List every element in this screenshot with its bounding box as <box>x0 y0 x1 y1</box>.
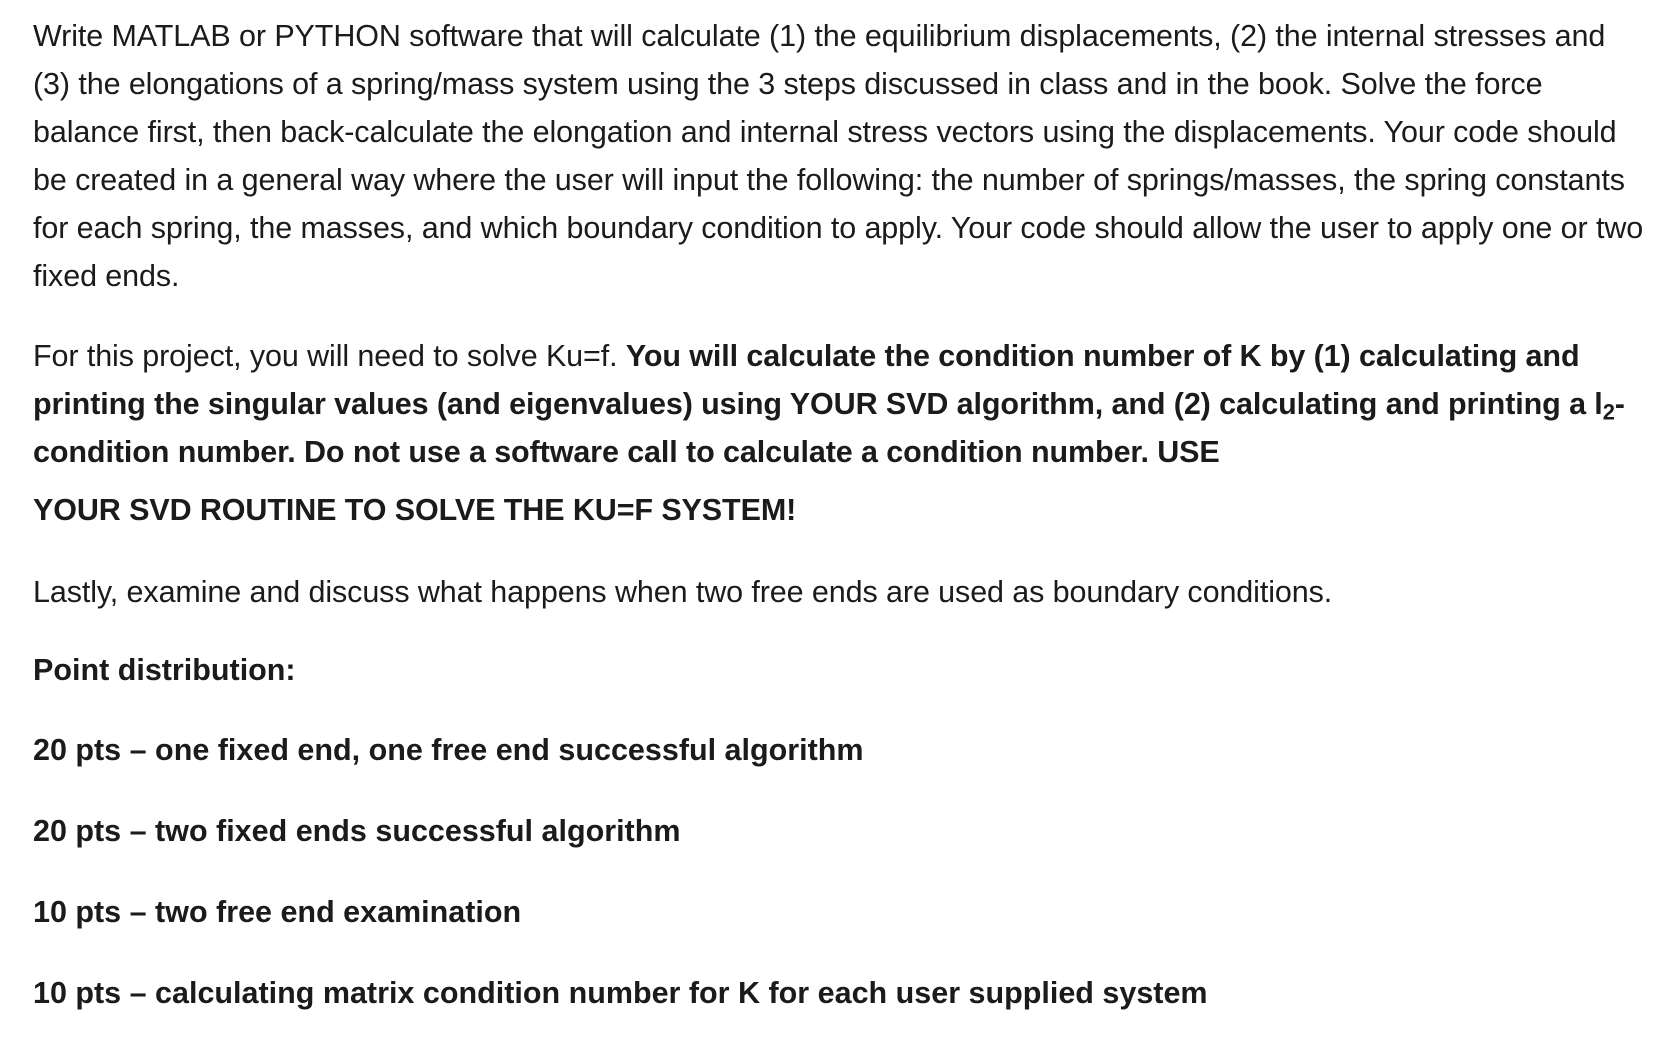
condition-number-paragraph <box>33 332 1648 534</box>
assignment-description-paragraph: Write MATLAB or PYTHON software that will calculate (1) the equilibrium displacements, (2) the internal stresses and (3) the elongations of a spring/mass system using the 3 steps discussed in class and in the book. Solve the force balance first, then back-calculate the elongation and internal stress vectors using the displacements. Your code should be created in a general way where the user will input the following: the number of springs/masses, the spring constants for each spring, the masses, and which boundary condition to apply. Your code should allow the user to apply one or two fixed ends. <box>33 19 1644 293</box>
svd-instructions-text: You will calculate the condition number of K by (1) calculating and printing the singular values (and eigenvalues) using YOUR SVD algorithm, and (2) calculating and printing a l <box>33 339 1603 421</box>
point-distribution-heading: Point distribution: <box>33 653 296 687</box>
points-item: 20 pts – one fixed end, one free end successful algorithm <box>33 733 864 767</box>
l2-subscript: 2 <box>1602 399 1615 425</box>
points-item: 20 pts – two fixed ends successful algorithm <box>33 814 681 848</box>
no-software-call-text: -condition number. Do not use a software call to calculate a condition number. USE <box>33 387 1625 469</box>
use-svd-routine-text: YOUR SVD ROUTINE TO SOLVE THE KU=F SYSTEM! <box>33 493 797 527</box>
assignment-document <box>33 12 1648 1050</box>
points-item: 10 pts – calculating matrix condition number for K for each user supplied system <box>33 976 1208 1010</box>
free-ends-paragraph: Lastly, examine and discuss what happens when two free ends are used as boundary conditions. <box>33 575 1333 609</box>
ku-f-intro-text: For this project, you will need to solve Ku=f. <box>33 339 626 373</box>
points-item: 10 pts – two free end examination <box>33 895 522 929</box>
